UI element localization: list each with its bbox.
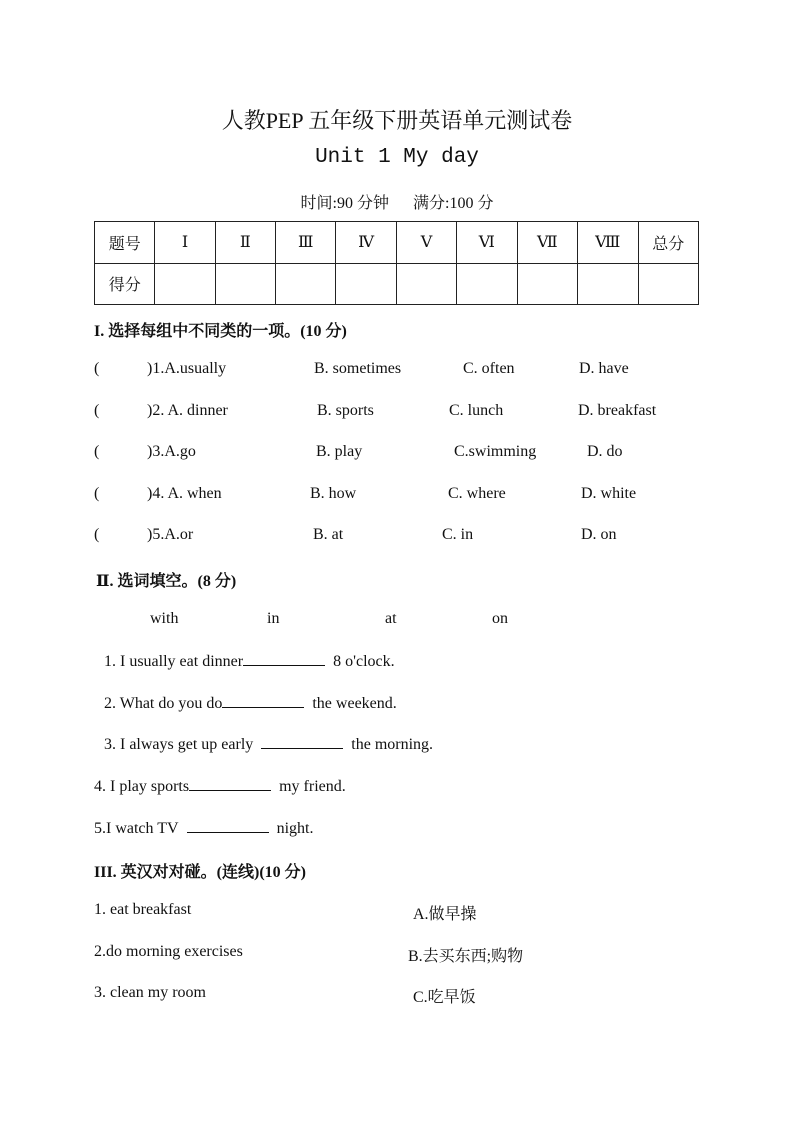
option-d: D. white (581, 485, 637, 502)
unit-title: Unit 1 My day (315, 146, 479, 169)
option-d: D. breakfast (578, 402, 657, 419)
word-bank-item: at (385, 610, 397, 627)
option-c: C.swimming (454, 443, 537, 460)
sentence-end: the weekend. (312, 695, 397, 712)
answer-blank[interactable] (243, 651, 325, 666)
answer-paren[interactable]: ( (94, 526, 100, 543)
option-b: B. sometimes (314, 360, 402, 377)
score-cell: Ⅲ (276, 222, 336, 264)
option-c: C. in (442, 526, 474, 543)
score-table (94, 221, 699, 305)
fill-sentence-1 (104, 651, 395, 671)
score-entry-cell[interactable] (638, 263, 698, 305)
word-bank-item: in (267, 610, 280, 627)
option-b: B. sports (317, 402, 374, 419)
score-entry-cell[interactable] (578, 263, 639, 305)
option-d: D. have (579, 360, 629, 377)
option-d: D. do (587, 443, 623, 460)
score-row-label: 得分 (95, 263, 155, 305)
answer-blank[interactable] (261, 734, 343, 749)
score-entry-cell[interactable] (457, 263, 517, 305)
score-cell: Ⅷ (578, 222, 639, 264)
option-c: C. often (463, 360, 515, 377)
match-english-2[interactable]: 2.do morning exercises (94, 943, 243, 960)
word-bank-item: with (150, 610, 179, 627)
option-a: )2. A. dinner (147, 402, 228, 419)
score-table-header-row (95, 222, 699, 264)
score-cell: Ⅶ (517, 222, 577, 264)
option-a: )3.A.go (147, 443, 196, 460)
match-english-3[interactable]: 3. clean my room (94, 984, 206, 1001)
match-english-1[interactable]: 1. eat breakfast (94, 901, 192, 918)
sentence-start: 3. I always get up early (104, 736, 254, 753)
option-a: )4. A. when (147, 485, 222, 502)
sentence-end: 8 o'clock. (333, 653, 395, 670)
fill-sentence-3 (104, 734, 433, 754)
score-cell: Ⅰ (155, 222, 215, 264)
score-entry-cell[interactable] (155, 263, 215, 305)
sentence-start: 4. I play sports (94, 778, 190, 795)
match-chinese-1[interactable]: A.做早操 (413, 906, 477, 923)
score-entry-cell[interactable] (336, 263, 396, 305)
answer-paren[interactable]: ( (94, 360, 100, 377)
fill-sentence-5 (94, 818, 313, 838)
page-title: 人教PEP 五年级下册英语单元测试卷 (221, 108, 573, 133)
score-cell: 题号 (95, 222, 155, 264)
score-cell: Ⅳ (336, 222, 396, 264)
score-entry-cell[interactable] (396, 263, 456, 305)
option-b: B. at (313, 526, 344, 543)
score-cell: 总分 (638, 222, 698, 264)
option-a: )1.A.usually (147, 360, 227, 377)
time-limit: 时间:90 分钟 (300, 195, 389, 212)
sentence-start: 5.I watch TV (94, 820, 179, 837)
sentence-end: night. (276, 820, 314, 837)
option-c: C. where (448, 485, 506, 502)
exam-info (0, 190, 794, 213)
sentence-start: 1. I usually eat dinner (104, 653, 244, 670)
score-table-score-row (95, 263, 699, 305)
score-entry-cell[interactable] (215, 263, 275, 305)
option-c: C. lunch (449, 402, 504, 419)
fill-sentence-4 (94, 776, 346, 796)
answer-blank[interactable] (187, 818, 269, 833)
section-1-heading: I. 选择每组中不同类的一项。(10 分) (94, 323, 347, 340)
option-a: )5.A.or (147, 526, 194, 543)
match-chinese-3[interactable]: C.吃早饭 (413, 989, 476, 1006)
answer-paren[interactable]: ( (94, 402, 100, 419)
option-b: B. how (310, 485, 357, 502)
score-entry-cell[interactable] (517, 263, 577, 305)
full-score: 满分:100 分 (413, 195, 494, 212)
sentence-start: 2. What do you do (104, 695, 223, 712)
fill-sentence-2 (104, 693, 397, 713)
option-b: B. play (316, 443, 363, 460)
match-chinese-2[interactable]: B.去买东西;购物 (408, 948, 524, 965)
answer-paren[interactable]: ( (94, 485, 100, 502)
option-d: D. on (581, 526, 617, 543)
word-bank-item: on (492, 610, 508, 627)
sentence-end: my friend. (279, 778, 346, 795)
sentence-end: the morning. (351, 736, 434, 753)
score-cell: Ⅴ (396, 222, 456, 264)
score-cell: Ⅵ (457, 222, 517, 264)
section-2-heading: Ⅱ. 选词填空。(8 分) (96, 573, 237, 590)
score-cell: Ⅱ (215, 222, 275, 264)
score-entry-cell[interactable] (276, 263, 336, 305)
answer-paren[interactable]: ( (94, 443, 100, 460)
answer-blank[interactable] (189, 776, 271, 791)
answer-blank[interactable] (222, 693, 304, 708)
section-3-heading: III. 英汉对对碰。(连线)(10 分) (94, 864, 306, 881)
